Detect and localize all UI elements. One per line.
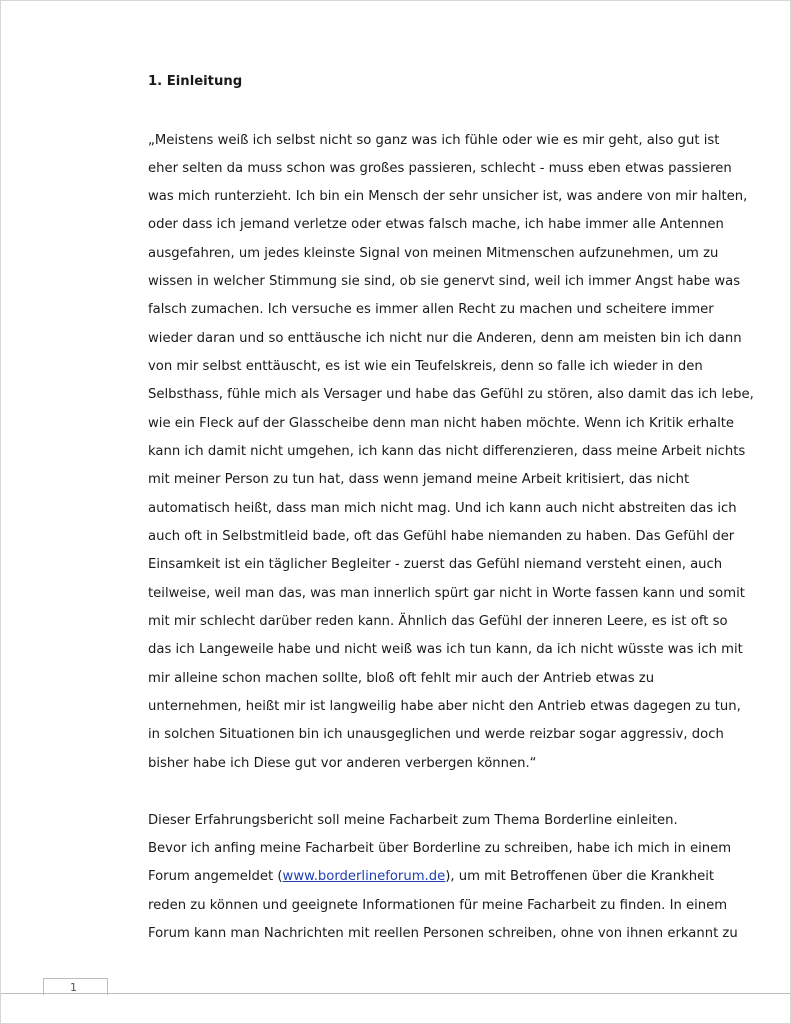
text-line: bisher habe ich Diese gut vor anderen verbergen können.“ bbox=[148, 756, 537, 771]
footer-rule bbox=[1, 993, 790, 994]
text-line: wissen in welcher Stimmung sie sind, ob sie genervt sind, weil ich immer Angst habe was bbox=[148, 274, 741, 289]
forum-link[interactable]: www.borderlineforum.de bbox=[282, 869, 446, 884]
text-line: auch oft in Selbstmitleid bade, oft das Gefühl habe niemanden zu haben. Das Gefühl der bbox=[148, 529, 735, 544]
text-line: das ich Langeweile habe und nicht weiß was ich tun kann, da ich nicht wüsste was ich mit bbox=[148, 642, 743, 657]
text-line: „Meistens weiß ich selbst nicht so ganz was ich fühle oder wie es mir geht, also gut ist bbox=[148, 133, 720, 148]
section-heading: 1. Einleitung bbox=[148, 74, 243, 89]
text-line bbox=[148, 868, 714, 886]
text-line: mit mir schlecht darüber reden kann. Ähnlich das Gefühl der inneren Leere, es ist oft so bbox=[148, 614, 728, 629]
text-line: was mich runterzieht. Ich bin ein Mensch der sehr unsicher ist, was andere von mir halten, bbox=[148, 189, 748, 204]
text-line: teilweise, weil man das, was man innerlich spürt gar nicht in Worte fassen kann und somit bbox=[148, 586, 745, 601]
text-line: Forum kann man Nachrichten mit reellen Personen schreiben, ohne von ihnen erkannt zu bbox=[148, 926, 738, 941]
page-number: 1 bbox=[70, 981, 77, 994]
text-line: Dieser Erfahrungsbericht soll meine Facharbeit zum Thema Borderline einleiten. bbox=[148, 813, 678, 828]
text-line: wie ein Fleck auf der Glasscheibe denn man nicht haben möchte. Wenn ich Kritik erhalte bbox=[148, 416, 735, 431]
text-line: von mir selbst enttäuscht, es ist wie ein Teufelskreis, denn so falle ich wieder in den bbox=[148, 359, 703, 374]
text-line: mir alleine schon machen sollte, bloß oft fehlt mir auch der Antrieb etwas zu bbox=[148, 671, 655, 686]
text-line: mit meiner Person zu tun hat, dass wenn jemand meine Arbeit kritisiert, das nicht bbox=[148, 472, 690, 487]
text-line: Selbsthass, fühle mich als Versager und habe das Gefühl zu stören, also damit das ich lebe, bbox=[148, 387, 754, 402]
text-line: Einsamkeit ist ein täglicher Begleiter - zuerst das Gefühl niemand versteht einen, auch bbox=[148, 557, 723, 572]
text-fragment: Forum angemeldet ( bbox=[148, 869, 283, 884]
text-line: kann ich damit nicht umgehen, ich kann das nicht differenzieren, dass meine Arbeit nichts bbox=[148, 444, 746, 459]
text-line: ausgefahren, um jedes kleinste Signal von meinen Mitmenschen aufzunehmen, um zu bbox=[148, 246, 719, 261]
text-fragment: ), um mit Betroffenen über die Krankheit bbox=[445, 869, 715, 884]
text-line: falsch zumachen. Ich versuche es immer allen Recht zu machen und scheitere immer bbox=[148, 302, 714, 317]
text-line: reden zu können und geeignete Informationen für meine Facharbeit zu finden. In einem bbox=[148, 898, 728, 913]
text-line: Bevor ich anfing meine Facharbeit über Borderline zu schreiben, habe ich mich in einem bbox=[148, 841, 732, 856]
text-line: eher selten da muss schon was großes passieren, schlecht - muss eben etwas passieren bbox=[148, 161, 732, 176]
text-line: in solchen Situationen bin ich unausgeglichen und werde reizbar sogar aggressiv, doch bbox=[148, 727, 724, 742]
text-line: unternehmen, heißt mir ist langweilig habe aber nicht den Antrieb etwas dagegen zu tun, bbox=[148, 699, 741, 714]
text-line: wieder daran und so enttäusche ich nicht nur die Anderen, denn am meisten bin ich dann bbox=[148, 331, 742, 346]
text-line: oder dass ich jemand verletze oder etwas falsch mache, ich habe immer alle Antennen bbox=[148, 217, 724, 232]
text-line: automatisch heißt, dass man mich nicht mag. Und ich kann auch nicht abstreiten das ich bbox=[148, 501, 737, 516]
